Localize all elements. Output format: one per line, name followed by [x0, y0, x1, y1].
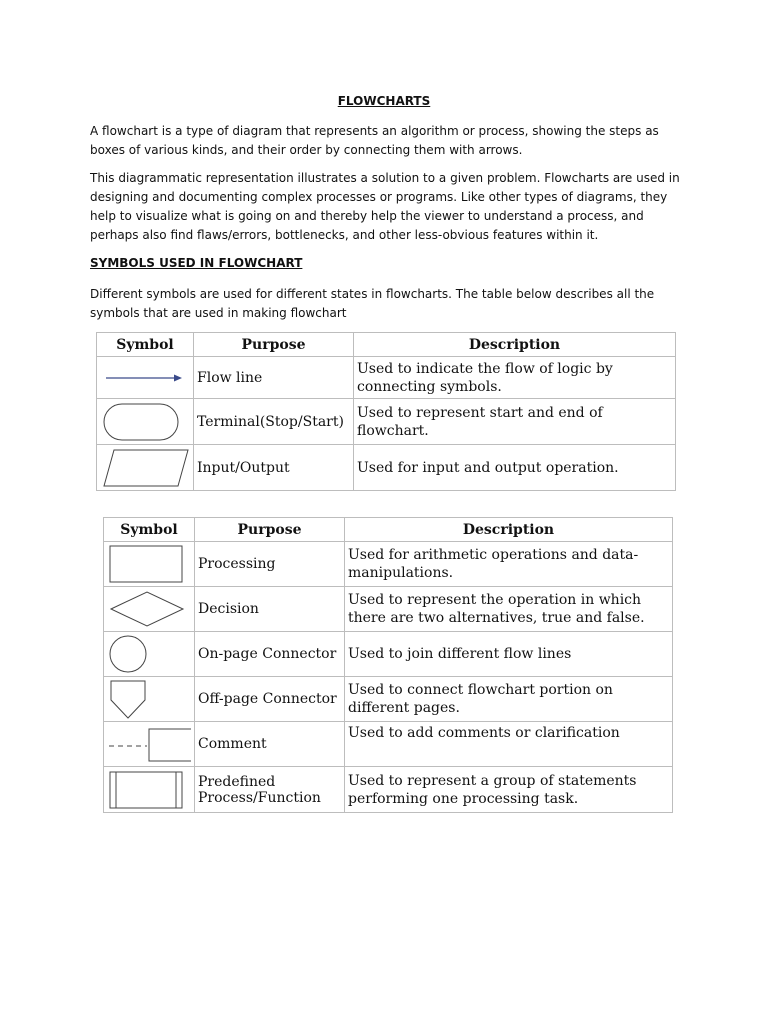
table-row: [97, 399, 676, 445]
symbol-cell: [97, 399, 194, 445]
symbol-cell: [104, 767, 195, 813]
header-symbol: Symbol: [97, 333, 194, 357]
description-cell: Used to join different flow lines: [345, 632, 673, 677]
symbol-cell: [104, 632, 195, 677]
purpose-cell: Decision: [195, 587, 345, 632]
symbols-table-2: [103, 517, 673, 813]
table-row: [104, 767, 673, 813]
symbol-cell: [97, 445, 194, 491]
purpose-cell: Processing: [195, 542, 345, 587]
table-row: [104, 677, 673, 722]
description-cell: Used for input and output operation.: [354, 445, 676, 491]
flow-line-arrow-icon: [100, 359, 190, 397]
table-row: [104, 587, 673, 632]
intro-paragraph-2: This diagrammatic representation illustrates a solution to a given problem. Flowcharts are used in designing and documenting complex processes or programs. Like other types of diagrams, they help to visualize what is going on and thereby help the viewer to understand a process, and perhaps also find flaws/errors, bottlenecks, and other less-obvious features within it.: [90, 171, 680, 242]
table-header-row: [97, 333, 676, 357]
input-output-parallelogram-icon: [100, 447, 190, 489]
page-title: FLOWCHARTS: [337, 94, 431, 108]
table-header-row: [104, 518, 673, 542]
table-row: [104, 632, 673, 677]
decision-diamond-icon: [107, 588, 191, 630]
description-cell: Used to represent a group of statements performing one processing task.: [345, 767, 673, 813]
purpose-cell: Predefined Process/Function: [195, 767, 345, 813]
header-purpose: Purpose: [195, 518, 345, 542]
table-row: [104, 722, 673, 767]
description-cell: Used to connect flowchart portion on different pages.: [345, 677, 673, 722]
symbol-cell: [104, 677, 195, 722]
description-cell: Used to indicate the flow of logic by connecting symbols.: [354, 357, 676, 399]
symbols-table-1: [96, 332, 676, 491]
off-page-connector-pentagon-icon: [107, 678, 191, 720]
intro-paragraph-1: A flowchart is a type of diagram that represents an algorithm or process, showing the steps as boxes of various kinds, and their order by connecting them with arrows.: [90, 124, 659, 157]
description-cell: Used to represent the operation in which there are two alternatives, true and false.: [345, 587, 673, 632]
on-page-connector-circle-icon: [107, 633, 191, 675]
symbols-heading: SYMBOLS USED IN FLOWCHART: [90, 256, 303, 270]
purpose-cell: Flow line: [194, 357, 354, 399]
symbols-paragraph: Different symbols are used for different states in flowcharts. The table below describes all the symbols that are used in making flowchart: [90, 287, 655, 320]
description-cell: Used for arithmetic operations and data-manipulations.: [345, 542, 673, 587]
table-row: [97, 445, 676, 491]
terminal-rounded-rect-icon: [100, 401, 190, 443]
purpose-cell: Input/Output: [194, 445, 354, 491]
purpose-cell: Off-page Connector: [195, 677, 345, 722]
symbol-cell: [104, 722, 195, 767]
header-description: Description: [345, 518, 673, 542]
header-description: Description: [354, 333, 676, 357]
purpose-cell: Terminal(Stop/Start): [194, 399, 354, 445]
comment-bracket-icon: [107, 723, 191, 765]
symbol-cell: [104, 542, 195, 587]
table-row: [104, 542, 673, 587]
predefined-process-icon: [107, 769, 191, 811]
symbol-cell: [104, 587, 195, 632]
purpose-cell: On-page Connector: [195, 632, 345, 677]
purpose-cell: Comment: [195, 722, 345, 767]
description-cell: Used to add comments or clarification: [345, 722, 673, 767]
processing-rectangle-icon: [107, 543, 191, 585]
description-cell: Used to represent start and end of flowchart.: [354, 399, 676, 445]
header-symbol: Symbol: [104, 518, 195, 542]
symbol-cell: [97, 357, 194, 399]
header-purpose: Purpose: [194, 333, 354, 357]
table-row: [97, 357, 676, 399]
